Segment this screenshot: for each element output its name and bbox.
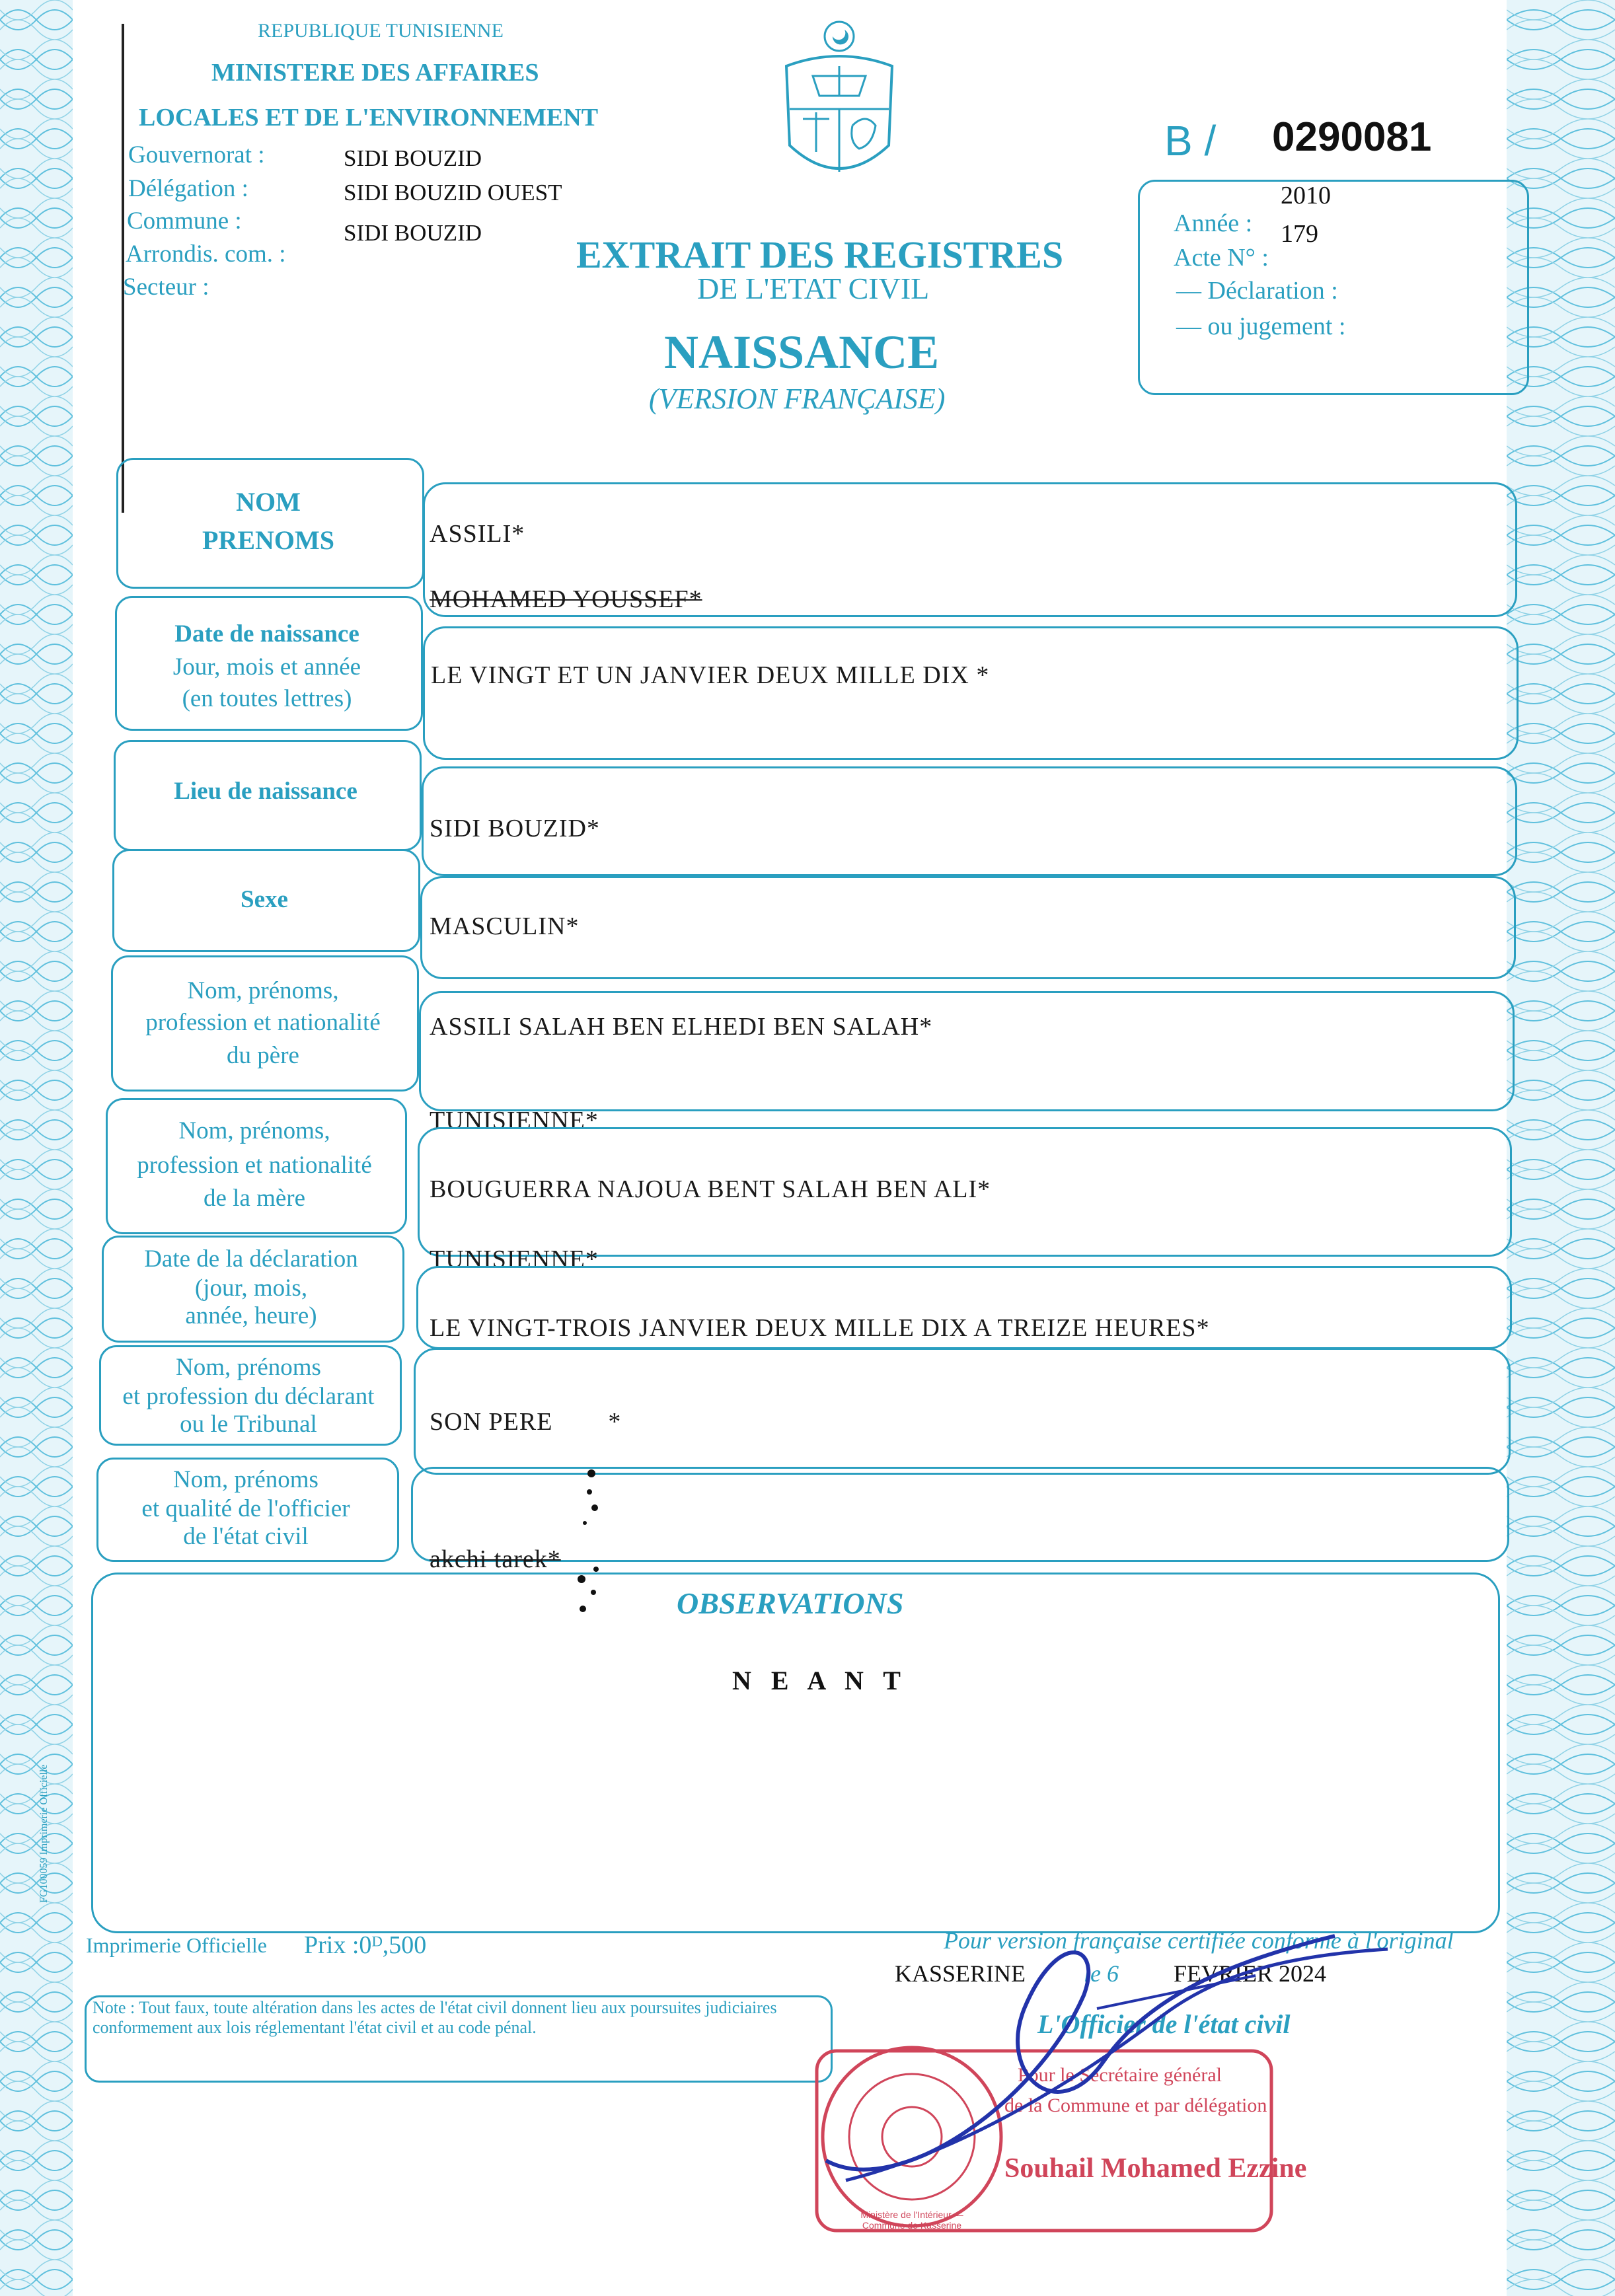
mere-label-1: Nom, prénoms, [178, 1117, 330, 1144]
pere-value-box [419, 991, 1515, 1111]
sexe-label: Sexe [241, 886, 288, 913]
date-signature: FEVRIER 2024 [1174, 1960, 1327, 1987]
gouvernorat-value: SIDI BOUZID [344, 145, 482, 171]
nom-label: NOM [236, 487, 301, 517]
stamp-line-2: de la Commune et par délégation [1004, 2094, 1267, 2116]
officer-signature [819, 1916, 1414, 2220]
arrondis-label: Arrondis. com. : [126, 241, 286, 268]
commune-value: SIDI BOUZID [344, 220, 482, 246]
declaration-value: LE VINGT-TROIS JANVIER DEUX MILLE DIX A TREIZE HEURES* [430, 1314, 1210, 1342]
declaration-label-1: Date de la déclaration [144, 1245, 358, 1273]
officier-label-3: de l'état civil [183, 1523, 309, 1550]
officier-signature-title: L'Officier de l'état civil [1037, 2009, 1291, 2039]
nom-value: ASSILI* [430, 520, 525, 548]
declaration-label-3: année, heure) [185, 1302, 317, 1329]
serial-number: 0290081 [1272, 114, 1432, 160]
mere-nationalite: TUNISIENNE* [430, 1245, 599, 1273]
mere-label-3: de la mère [203, 1185, 306, 1212]
officier-label-1: Nom, prénoms [173, 1466, 319, 1493]
observations-value: N E A N T [732, 1666, 901, 1695]
mere-label-2: profession et nationalité [137, 1152, 372, 1179]
ministere-text: MINISTERE DES AFFAIRES [211, 59, 539, 87]
prenoms-label: PRENOMS [202, 525, 334, 555]
title-etat-civil: DE L'ETAT CIVIL [697, 272, 930, 305]
title-naissance: NAISSANCE [664, 326, 940, 379]
observations-title: OBSERVATIONS [677, 1586, 904, 1620]
pere-value: ASSILI SALAH BEN ELHEDI BEN SALAH* [430, 1013, 933, 1041]
jugement-label: — ou jugement : [1176, 313, 1346, 340]
declarant-label-2: et profession du déclarant [122, 1383, 375, 1410]
declaration-label-2: (jour, mois, [194, 1275, 308, 1302]
sexe-value: MASCULIN* [430, 912, 580, 940]
officier-label-2: et qualité de l'officier [141, 1495, 350, 1522]
delegation-value: SIDI BOUZID OUEST [344, 180, 562, 205]
le-text: le 6 [1084, 1960, 1119, 1987]
left-guilloche-border [0, 0, 73, 2296]
serial-prefix: B / [1164, 117, 1217, 165]
left-margin-rule [122, 24, 124, 513]
pere-nationalite: TUNISIENNE* [430, 1107, 599, 1134]
declarant-label-1: Nom, prénoms [176, 1354, 321, 1381]
lieu-signature: KASSERINE [895, 1960, 1026, 1987]
acte-value: 179 [1281, 220, 1318, 248]
date-value-box [423, 626, 1519, 760]
date-value: LE VINGT ET UN JANVIER DEUX MILLE DIX * [431, 661, 990, 689]
date-sub1: Jour, mois et année [172, 653, 361, 681]
commune-label: Commune : [127, 207, 242, 235]
date-sub2: (en toutes lettres) [182, 685, 352, 712]
lieu-label: Lieu de naissance [174, 778, 357, 805]
sexe-value-box [420, 876, 1516, 979]
coat-of-arms-emblem [767, 13, 912, 205]
side-print-code: FG100059 Imprimerie Officielle [38, 1764, 50, 1903]
ministere-text-2: LOCALES ET DE L'ENVIRONNEMENT [139, 104, 599, 131]
imprimerie-text: Imprimerie Officielle [86, 1933, 267, 1957]
officier-value: akchi tarek* [430, 1545, 561, 1573]
stamp-line-1: Pour le Secrétaire général [1018, 2064, 1222, 2086]
acte-label: Acte N° : [1174, 244, 1269, 272]
pere-label-1: Nom, prénoms, [187, 977, 339, 1004]
pere-label-2: profession et nationalité [145, 1009, 381, 1036]
prix-text: Prix :0ᴰ,500 [304, 1931, 427, 1959]
annee-value: 2010 [1281, 182, 1331, 209]
declarant-label-3: ou le Tribunal [180, 1411, 317, 1438]
annee-label: Année : [1174, 209, 1253, 237]
mere-value: BOUGUERRA NAJOUA BENT SALAH BEN ALI* [430, 1175, 991, 1203]
note-text: Note : Tout faux, toute altération dans les actes de l'état civil donnent lieu aux poursuites judiciaires conformement aux lois réglementant l'état civil et au code pénal. [93, 1998, 777, 2037]
delegation-label: Délégation : [128, 175, 248, 202]
lieu-value: SIDI BOUZID* [430, 815, 600, 842]
date-label: Date de naissance [174, 620, 359, 648]
certifie-text: Pour version française certifiée conforme à l'original [944, 1927, 1454, 1954]
observations-box [91, 1573, 1500, 1933]
stamp-ring-text: Ministère de l'Intérieur — Commune de Kasserine [860, 2209, 963, 2231]
title-extrait: EXTRAIT DES REGISTRES [576, 233, 1064, 276]
gouvernorat-label: Gouvernorat : [128, 141, 265, 168]
declarant-value: SON PERE * [430, 1408, 622, 1436]
secteur-label: Secteur : [123, 274, 209, 301]
nom-label-box [116, 458, 424, 589]
title-version: (VERSION FRANÇAISE) [649, 383, 946, 415]
declaration-label: — Déclaration : [1176, 277, 1338, 305]
republique-text: REPUBLIQUE TUNISIENNE [258, 20, 504, 42]
pere-label-3: du père [227, 1042, 299, 1069]
stamp-line-3: Souhail Mohamed Ezzine [1004, 2153, 1307, 2184]
prenoms-value: MOHAMED YOUSSEF* [430, 585, 702, 613]
